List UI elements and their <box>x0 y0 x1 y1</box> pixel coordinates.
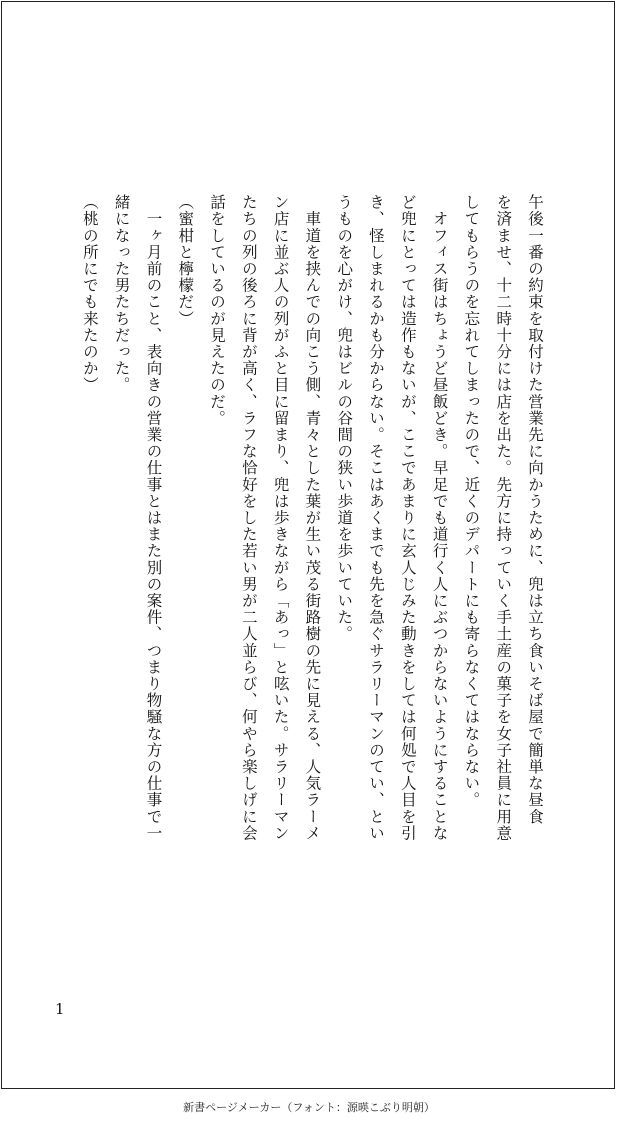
text-line: き、怪しまれるかも分からない。そこはあくまでも先を急ぐサラリーマンのてい、とい <box>367 194 386 842</box>
footer-credit: 新書ページメーカー（フォント：源暎こぶり明朝） <box>183 1101 435 1114</box>
text-line: 一ヶ月前のこと、表向きの営業の仕事とはまた別の案件、つまり物騒な方の仕事で一 <box>144 194 163 842</box>
text-line: （蜜柑と檸檬だ） <box>176 194 195 327</box>
text-line: 午後一番の約束を取付けた営業先に向かうために、兜は立ち食いそば屋で簡単な昼食 <box>526 194 544 825</box>
body-text <box>73 194 550 914</box>
text-line: ど兜にとっては造作もないが、ここであまりに玄人じみた動きをしては何処で人目を引 <box>398 194 417 842</box>
text-line: たちの列の後ろに背が高く、ラフな恰好をした若い男が二人並らび、何やら楽しげに会 <box>239 194 258 842</box>
page-number: 1 <box>55 1000 65 1018</box>
text-line: うものを心がけ、兜はビルの谷間の狭い歩道を歩いていた。 <box>335 194 354 643</box>
text-line: 話をしているのが見えたのだ。 <box>208 194 227 427</box>
page-frame <box>1 1 615 1089</box>
text-line: を済ませ、十二時十分には店を出た。先方に持っていく手土産の菓子を女子社員に用意 <box>494 194 513 842</box>
text-line: （桃の所にでも来たのか） <box>80 194 99 394</box>
text-line: ン店に並ぶ人の列がふと目に留まり、兜は歩きながら「あっ」と呟いた。サラリーマン <box>271 194 290 842</box>
text-line: 緒になった男たちだった。 <box>112 194 131 394</box>
text-line: してもらうのを忘れてしまったので、近くのデパートにも寄らなくてはならない。 <box>462 194 481 809</box>
text-line: 車道を挟んでの向こう側、青々とした葉が生い茂る街路樹の先に見える、人気ラーメ <box>303 194 322 842</box>
text-line: オフィス街はちょうど昼飯どき。早足でも道行く人にぶつからないようにすることな <box>430 194 449 842</box>
